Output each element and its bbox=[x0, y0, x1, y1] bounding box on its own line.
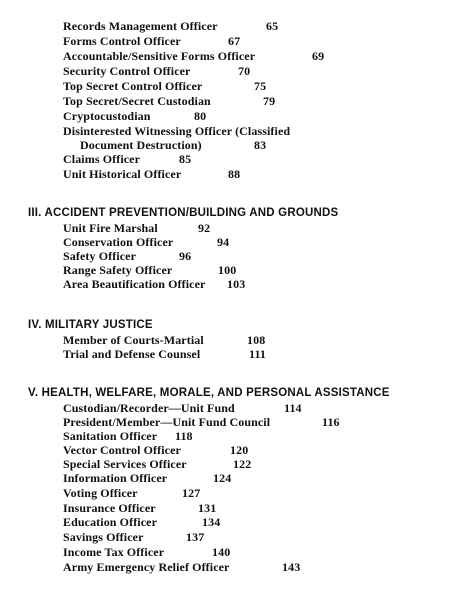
toc-entry-title: Disinterested Witnessing Officer (Classified bbox=[63, 124, 291, 138]
toc-entry-page: 75 bbox=[254, 79, 267, 93]
toc-entry-page: 79 bbox=[263, 94, 276, 108]
toc-entry-page: 70 bbox=[238, 64, 251, 78]
toc-entry bbox=[63, 79, 267, 93]
toc-entry-page: 85 bbox=[179, 152, 192, 166]
toc-entry bbox=[63, 560, 301, 574]
toc-entry bbox=[63, 471, 232, 485]
toc-entry bbox=[63, 530, 205, 544]
toc-entry-title: Records Management Officer bbox=[63, 19, 218, 33]
toc-entry-page: 103 bbox=[227, 277, 246, 291]
section-heading: V. HEALTH, WELFARE, MORALE, AND PERSONAL ASSISTANCE bbox=[28, 387, 390, 399]
toc-entry-title: Sanitation Officer bbox=[63, 429, 158, 443]
toc-entry bbox=[63, 277, 246, 291]
toc-entry bbox=[63, 486, 201, 500]
toc-entry-page: 80 bbox=[194, 109, 207, 123]
toc-entry-page: 94 bbox=[217, 235, 230, 249]
toc-entry-title: Accountable/Sensitive Forms Officer bbox=[63, 49, 256, 63]
toc-entry bbox=[63, 94, 276, 108]
toc-entry bbox=[63, 501, 217, 515]
toc-entry bbox=[63, 249, 192, 263]
toc-entry bbox=[63, 415, 340, 429]
toc-entry bbox=[63, 167, 241, 181]
toc-entry bbox=[63, 64, 251, 78]
toc-entry-page: 137 bbox=[186, 530, 205, 544]
toc-entry bbox=[63, 401, 302, 415]
toc-entry bbox=[63, 235, 230, 249]
toc-entry bbox=[63, 19, 279, 33]
toc-entry-title: Member of Courts-Martial bbox=[63, 333, 204, 347]
toc-entry bbox=[63, 34, 241, 48]
toc-entry bbox=[63, 152, 192, 166]
toc-entry-page: 140 bbox=[212, 545, 231, 559]
toc-entry-title: Area Beautification Officer bbox=[63, 277, 206, 291]
toc-entry-page: 67 bbox=[228, 34, 241, 48]
toc-entry-title: Information Officer bbox=[63, 471, 168, 485]
toc-entry-page: 69 bbox=[312, 49, 325, 63]
toc-entry-page: 92 bbox=[198, 221, 211, 235]
toc-entry bbox=[63, 333, 266, 347]
toc-entry-page: 114 bbox=[284, 401, 302, 415]
toc-entry-page: 108 bbox=[247, 333, 266, 347]
toc-entry-title: Trial and Defense Counsel bbox=[63, 347, 201, 361]
toc-entry-title: Forms Control Officer bbox=[63, 34, 181, 48]
toc-entry-title: Army Emergency Relief Officer bbox=[63, 560, 230, 574]
toc-entry-title: Top Secret/Secret Custodian bbox=[63, 94, 211, 108]
toc-entry-title: Savings Officer bbox=[63, 530, 144, 544]
toc-entry-title: Cryptocustodian bbox=[63, 109, 151, 123]
toc-entry-title: Top Secret Control Officer bbox=[63, 79, 203, 93]
toc-entry-title: Safety Officer bbox=[63, 249, 137, 263]
toc-entry bbox=[63, 545, 231, 559]
toc-entry-page: 134 bbox=[202, 515, 221, 529]
toc-entry-title: Conservation Officer bbox=[63, 235, 174, 249]
toc-entry bbox=[63, 124, 290, 138]
section-heading: III. ACCIDENT PREVENTION/BUILDING AND GROUNDS bbox=[28, 207, 339, 219]
toc-entry-title: Security Control Officer bbox=[63, 64, 191, 78]
toc-entry-title: Vector Control Officer bbox=[63, 443, 181, 457]
toc-entry bbox=[63, 49, 325, 63]
toc-entry-title: Special Services Officer bbox=[63, 457, 187, 471]
toc-entry-page: 120 bbox=[230, 443, 249, 457]
toc-entry bbox=[63, 263, 237, 277]
toc-entry-page: 116 bbox=[322, 415, 340, 429]
toc-entry bbox=[80, 138, 267, 152]
toc-entry-title: Insurance Officer bbox=[63, 501, 156, 515]
toc-entry-page: 88 bbox=[228, 167, 241, 181]
toc-entry bbox=[63, 347, 266, 361]
toc-entry-title: Range Safety Officer bbox=[63, 263, 173, 277]
toc-entry-page: 111 bbox=[249, 347, 266, 361]
toc-entry bbox=[63, 457, 252, 471]
toc-entry-page: 124 bbox=[213, 471, 232, 485]
toc-entry-page: 65 bbox=[266, 19, 279, 33]
toc-entry bbox=[63, 515, 221, 529]
toc-entry-title: President/Member—Unit Fund Council bbox=[63, 415, 271, 429]
toc-entry-title: Claims Officer bbox=[63, 152, 141, 166]
toc-entry-page: 100 bbox=[218, 263, 237, 277]
toc-entry-title: Unit Fire Marshal bbox=[63, 221, 158, 235]
toc-entry-page: 122 bbox=[233, 457, 252, 471]
toc-entry-page: 96 bbox=[179, 249, 192, 263]
toc-entry-page: 83 bbox=[254, 138, 267, 152]
toc-entry bbox=[63, 109, 207, 123]
toc-entry-title: Income Tax Officer bbox=[63, 545, 165, 559]
toc-entry-title: Education Officer bbox=[63, 515, 158, 529]
toc-entry-title: Voting Officer bbox=[63, 486, 138, 500]
section-heading: IV. MILITARY JUSTICE bbox=[28, 319, 153, 331]
toc-entry-page: 131 bbox=[198, 501, 217, 515]
toc-entry-title: Document Destruction) bbox=[80, 138, 202, 152]
toc-entry bbox=[63, 443, 249, 457]
toc-entry-title: Custodian/Recorder—Unit Fund bbox=[63, 401, 235, 415]
toc-entry-title: Unit Historical Officer bbox=[63, 167, 182, 181]
toc-entry-page: 127 bbox=[182, 486, 201, 500]
toc-entry-page: 118 bbox=[175, 429, 193, 443]
toc-entry-page: 143 bbox=[282, 560, 301, 574]
toc-entry bbox=[63, 221, 211, 235]
toc-entry bbox=[63, 429, 193, 443]
